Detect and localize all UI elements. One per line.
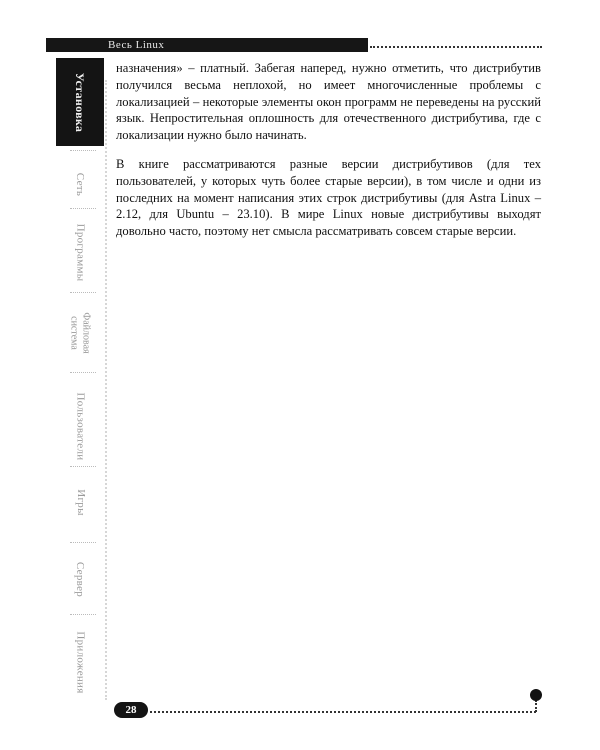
tab-separator [70,372,96,373]
paragraph: В книге рассматриваются разные версии дистрибутивов (для тех пользователей, у которых чуть более старые версии), в том числе и одни из последних на момент написания этих строк дистрибутивы (для Astra Linux – 2.12, для Ubuntu – 23.10). В мире Linux новые дистрибутивы выходят довольно часто, поэтому нет смысла рассматривать совсем старые версии. [116,156,541,239]
running-header-title: Весь Linux [108,39,165,51]
tab-filesystem-label [68,312,92,353]
tab-applications-label: Приложения [74,630,87,694]
tab-separator [70,466,96,467]
side-dotted-rule [105,80,107,700]
tab-separator [70,542,96,543]
tab-programs-label: Программы [74,223,87,281]
tab-server [56,546,104,612]
tab-separator [70,150,96,151]
tab-applications [56,618,104,706]
tab-games [56,470,104,534]
tab-installation [56,58,104,146]
tab-separator [70,208,96,209]
footer-dotted-rule [150,711,536,713]
body-text [116,60,541,252]
tab-programs [56,212,104,292]
paragraph: назначения» – платный. Забегая наперед, нужно отметить, что дистрибутив получился весьма неплохой, но имеет многочисленные проблемы с локализацией – некоторые элементы окон программ не переведены на русский язык. Непростительная оплошность для отечественного дистрибутива, где с локализации нужно было начинать. [116,61,541,143]
chapter-thumb-tabs [56,58,104,698]
tab-installation-label: Установка [73,72,88,132]
header-dotted-rule [370,46,542,48]
footer-bullet-icon [530,689,542,701]
running-header-bar [46,38,368,52]
tab-filesystem [56,296,104,370]
tab-separator [70,292,96,293]
tab-network [56,154,104,214]
tab-filesystem-line2: система [69,316,80,350]
tab-separator [70,614,96,615]
tab-filesystem-line1: Файловая [81,312,92,354]
tab-server-label: Сервер [74,561,87,597]
tab-games-label: Игры [74,488,87,516]
footer-dotted-stem [535,700,537,712]
tab-network-label: Сеть [74,172,87,196]
tab-users-label: Пользователи [74,392,87,460]
page-number: 28 [114,702,148,718]
tab-users [56,376,104,476]
